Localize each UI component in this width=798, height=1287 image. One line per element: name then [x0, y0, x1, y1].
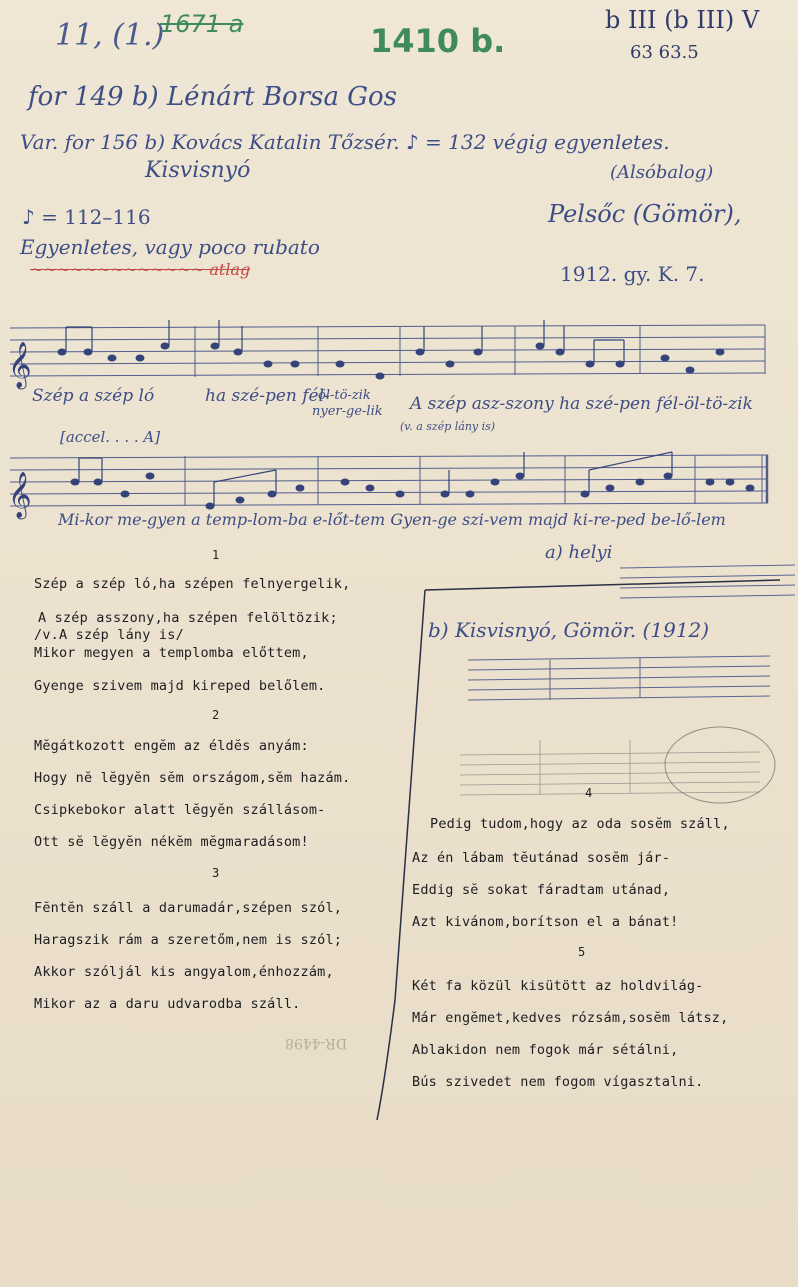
- verse-3-line-4: Mikor az a daru udvarodba száll.: [34, 996, 301, 1012]
- lyric-2: Mi-kor me-gyen a temp-lom-ba e-lőt-tem Gyen-ge szi-vem majd ki-re-ped be-lő-lem: [58, 510, 726, 529]
- top-right-numbers: 63 63.5: [630, 42, 699, 63]
- verse-4-line-4: Azt kivánom,borítson el a bánat!: [412, 914, 679, 930]
- accel-marking: [accel. . . . A]: [60, 428, 161, 446]
- variant-b-label: b) Kisvisnyó, Gömör. (1912): [428, 618, 710, 642]
- verse-3-line-1: Fĕntĕn száll a darumadár,szépen szól,: [34, 900, 343, 916]
- verse-1-line-5: Gyenge szivem majd kireped belőlem.: [34, 678, 326, 694]
- verse-4-number: 4: [585, 786, 593, 800]
- lyric-1b: ha szé-pen fél-: [205, 386, 330, 406]
- verse-2-line-3: Csipkebokor alatt lĕgyĕn szállásom-: [34, 802, 326, 818]
- svg-text:𝄞: 𝄞: [8, 342, 32, 388]
- verse-1-line-2: A szép asszony,ha szépen felöltözik;: [38, 610, 338, 626]
- performance-note: Egyenletes, vagy poco rubato: [20, 235, 320, 259]
- catalog-number-top-left: 11, (1.): [55, 18, 165, 53]
- verse-3-number: 3: [212, 866, 220, 880]
- note-line-1: for 149 b) Lénárt Borsa Gos: [28, 82, 398, 112]
- verse-4-line-2: Az én lábam tĕutánad sosĕm jár-: [412, 850, 671, 866]
- green-catalog-number: 1410 b.: [370, 22, 506, 60]
- verse-5-line-4: Bús szivedet nem fogom vígasztalni.: [412, 1074, 704, 1090]
- top-right-marks: b III (b III) V: [605, 6, 760, 34]
- lyric-1c: öl-tö-zik: [318, 388, 371, 403]
- lyric-1a: Szép a szép ló: [32, 386, 155, 406]
- verse-2-line-2: Hogy nĕ lĕgyĕn sĕm országom,sĕm hazám.: [34, 770, 351, 786]
- verse-4-line-3: Eddig sĕ sokat fáradtam utánad,: [412, 882, 671, 898]
- lyric-1d: nyer-ge-lik: [312, 404, 383, 419]
- faint-bleedthrough-stamp: DR-4498: [285, 1035, 348, 1051]
- verse-1-line-3: /v.A szép lány is/: [34, 627, 184, 643]
- red-struck-note: ~~~~~~~~~~~~~ atlag: [30, 260, 251, 279]
- note-line-2: Var. for 156 b) Kovács Katalin Tőzsér. ♪ = 132 végig egyenletes.: [20, 130, 670, 154]
- location-top: (Alsóbalog): [610, 162, 714, 183]
- collection-date: 1912. gy. K. 7.: [560, 262, 705, 286]
- verse-3-line-3: Akkor szóljál kis angyalom,énhozzám,: [34, 964, 334, 980]
- verse-2-number: 2: [212, 708, 220, 722]
- tempo-marking: ♪ = 112–116: [22, 205, 151, 229]
- verse-1-line-1: Szép a szép ló,ha szépen felnyergelik,: [34, 576, 351, 592]
- lyric-1f: (v. a szép lány is): [400, 420, 496, 433]
- struck-catalog-number: 1671 a: [160, 10, 244, 38]
- verse-2-line-1: Mĕgátkozott engĕm az éldĕs anyám:: [34, 738, 309, 754]
- variant-a-label: a) helyi: [545, 542, 613, 563]
- svg-text:𝄞: 𝄞: [8, 472, 32, 518]
- verse-1-number: 1: [212, 548, 220, 562]
- verse-4-line-1: Pedig tudom,hogy az oda sosĕm száll,: [430, 816, 730, 832]
- verse-3-line-2: Haragszik rám a szeretőm,nem is szól;: [34, 932, 343, 948]
- verse-5-line-2: Már engĕmet,kedves rózsám,sosĕm látsz,: [412, 1010, 729, 1026]
- verse-1-line-4: Mikor megyen a templomba előttem,: [34, 645, 309, 661]
- location-main: Pelsőc (Gömör),: [548, 200, 742, 228]
- verse-5-line-3: Ablakidon nem fogok már sétálni,: [412, 1042, 679, 1058]
- verse-5-line-1: Két fa közül kisütött az holdvilág-: [412, 978, 704, 994]
- verse-5-number: 5: [578, 945, 586, 959]
- verse-2-line-4: Ott sĕ lĕgyĕn nékĕm mĕgmaradásom!: [34, 834, 309, 850]
- lyric-1e: A szép asz-szony ha szé-pen fél-öl-tö-zik: [410, 394, 753, 414]
- place-name-script: Kisvisnyó: [145, 158, 251, 183]
